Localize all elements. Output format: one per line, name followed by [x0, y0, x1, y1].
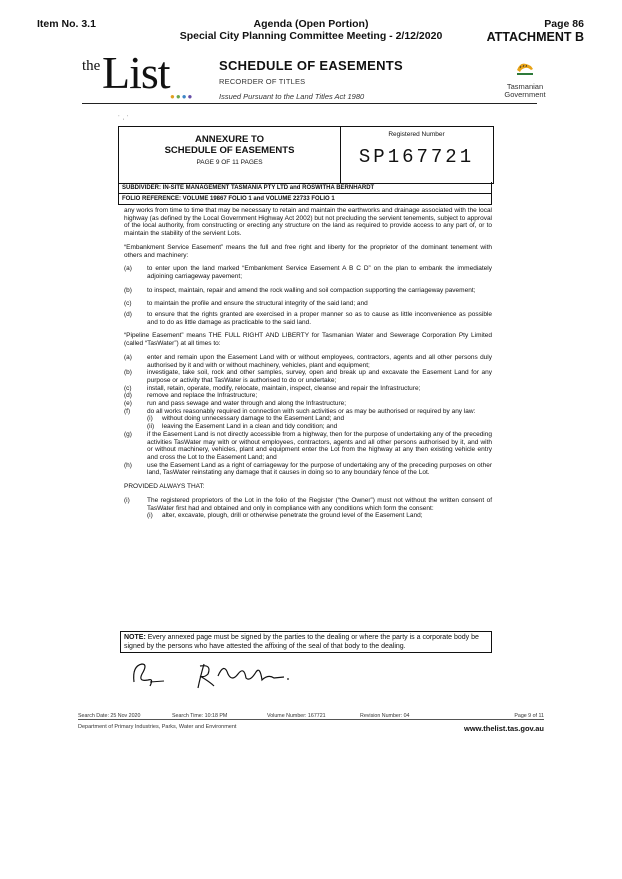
- pipeline-item-f-ii: (ii) leaving the Easement Land in a clean and tidy condition; and: [147, 423, 338, 431]
- tasmanian-government-logo: [495, 56, 555, 100]
- annexure-page-of: PAGE 9 OF 11 PAGES: [196, 159, 263, 166]
- logo-the: the: [82, 58, 101, 74]
- footer-search-date: Search Date: 25 Nov 2020: [78, 713, 141, 719]
- schedule-subtitle: RECORDER OF TITLES: [219, 77, 306, 86]
- embankment-item-d: (d) to ensure that the rights granted are exercised in a proper manner so as to cause as little inconvenience as possible and to do as little damage as practicable to the said land.: [124, 311, 492, 326]
- folio-reference-row: FOLIO REFERENCE: VOLUME 19867 FOLIO 1 and VOLUME 22733 FOLIO 1: [118, 194, 492, 205]
- provided-item-i-i: (i) alter, excavate, plough, drill or otherwise penetrate the ground level of the Easement Land;: [147, 512, 423, 520]
- tasmanian-tiger-icon: [514, 56, 536, 78]
- provided-always: PROVIDED ALWAYS THAT:: [124, 483, 205, 491]
- schedule-title: SCHEDULE OF EASEMENTS: [219, 58, 403, 73]
- intro-paragraph: any works from time to time that may be necessary to retain and maintain the earthworks and drainage associated with the local highway (as defined by the Local Government Highway Act 2002) but not precluding the servient tenements, subject to approval of the local authority, from constructing or erecting any structure on the land as required to provide access to any part of, or to maintain the stability of the servient Lots.: [124, 207, 492, 238]
- thelist-logo: [82, 47, 194, 104]
- footer-rule: [78, 719, 544, 720]
- agenda-line-2: Special City Planning Committee Meeting - 2/12/2020: [179, 30, 443, 42]
- pipeline-item-g: (g) if the Easement Land is not directly accessible from a highway, then for the purpose of undertaking any of the preceding activities TasWater may with or without employees, contractors, agents and all other persons authorised by it, and with or without machinery, vehicles, plant and equipment enter the Lot from the highway at any then existing vehicle entry and cross the Lot to the Easement Land; and: [124, 430, 492, 461]
- gov-line-1: Tasmanian: [506, 81, 544, 91]
- pipeline-item-a: (a) enter and remain upon the Easement Land with or without employees, contractors, agents and all other persons duly authorised by it and with or without machinery, vehicles, plant and equipment;: [124, 353, 492, 369]
- footer-department: Department of Primary Industries, Parks, Water and Environment: [78, 724, 237, 730]
- embankment-definition: “Embankment Service Easement” means the full and free right and liberty for the proprietor of the dominant tenement with others and machinery:: [124, 243, 492, 259]
- note-text: Every annexed page must be signed by the parties to the dealing or where the party is a corporate body be signed by the persons who have attested the affixing of the seal of that body to the dealing.: [124, 634, 479, 650]
- footer-revision: Revision Number: 04: [360, 713, 410, 719]
- agenda-line-1: Agenda (Open Portion): [253, 18, 369, 30]
- pipeline-item-h: (h) use the Easement Land as a right of carriageway for the purpose of undertaking any of the preceding purposes on other land, TasWater reinstating any damage that it causes in doing so to any boundary fence of the Lot.: [124, 461, 492, 477]
- footer-search-time: Search Time: 10:18 PM: [172, 713, 228, 719]
- logo-dots-icon: ●●●●: [170, 92, 194, 101]
- annexure-title-line-1: ANNEXURE TO: [195, 134, 264, 145]
- pipeline-item-f-i: (i) without doing unnecessary damage to the Easement Land; and: [147, 415, 345, 423]
- embankment-item-a: (a) to enter upon the land marked “Embankment Service Easement A B C D” on the plan to embank the immediately adjoining carriageway pavement;: [124, 265, 492, 280]
- pipeline-item-d: (d) remove and replace the Infrastructure;: [124, 392, 258, 400]
- note-box: [120, 631, 492, 653]
- pipeline-item-c: (c) install, retain, operate, modify, relocate, maintain, inspect, cleanse and repair the Infrastructure;: [124, 384, 421, 392]
- header-rule: [82, 103, 537, 104]
- pipeline-definition: “Pipeline Easement” means THE FULL RIGHT AND LIBERTY for Tasmanian Water and Sewerage Corporation Pty Limited (called “TasWater”) at all times to:: [124, 332, 492, 348]
- footer-volume: Volume Number: 167721: [267, 713, 326, 719]
- pipeline-item-b: (b) investigate, take soil, rock and other samples, survey, open and break up and excavate the Easement Land for any purpose or activity that TasWater is authorised to do or undertake;: [124, 369, 492, 384]
- logo-list: List: [102, 47, 170, 98]
- attachment-label: ATTACHMENT B: [486, 30, 584, 44]
- page-attachment: [487, 18, 584, 44]
- schedule-issued: Issued Pursuant to the Land Titles Act 1980: [219, 92, 365, 101]
- subdivider-row: SUBDIVIDER: IN-SITE MANAGEMENT TASMANIA PTY LTD and ROSWITHA BERNHARDT: [118, 182, 492, 194]
- footer-page: Page 9 of 11: [514, 713, 544, 719]
- annexure-title: [119, 134, 340, 156]
- margin-mark: ˙ · ˙: [118, 116, 129, 123]
- pipeline-item-f: (f) do all works reasonably required in connection with such activities or as may be authorised or required by any law:: [124, 407, 476, 415]
- item-number: Item No. 3.1: [37, 18, 96, 30]
- embankment-item-c: (c) to maintain the profile and ensure the structural integrity of the said land; and: [124, 300, 368, 308]
- note-label: NOTE:: [124, 634, 146, 641]
- registered-number-label: Registered Number: [388, 131, 445, 138]
- signatures: [128, 652, 298, 692]
- pipeline-item-e: (e) run and pass sewage and water through and along the Infrastructure;: [124, 400, 347, 408]
- easement-body: [124, 207, 492, 520]
- annexure-title-line-2: SCHEDULE OF EASEMENTS: [164, 145, 295, 156]
- page-number: Page 86: [544, 18, 584, 30]
- gov-line-2: Government: [504, 90, 546, 99]
- embankment-item-b: (b) to inspect, maintain, repair and amend the rock walling and soil compaction supporting the carriageway pavement;: [124, 286, 476, 294]
- registered-number: SP167721: [358, 146, 475, 168]
- provided-item-i: (i) The registered proprietors of the Lot in the folio of the Register (“the Owner”) must not without the written consent of TasWater first had and obtained and only in compliance with any conditions which form the consent:: [124, 496, 492, 512]
- footer-website: www.thelist.tas.gov.au: [463, 724, 544, 733]
